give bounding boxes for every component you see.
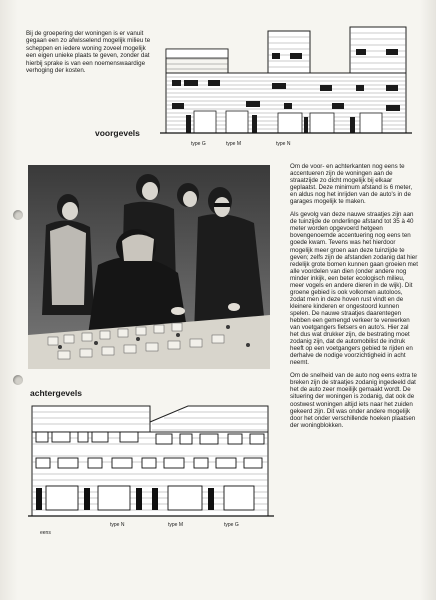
- front-elevation-heading: voorgevels: [95, 128, 140, 138]
- punch-hole: [13, 375, 23, 385]
- front-label-type-n: type N: [276, 141, 291, 147]
- paragraph: Als gevolg van deze nauwe straatjes zijn aan de tuinzijde de onderlinge afstand tot 35 à 40 meter worden opgevoerd hetgeen bovengenoemde accentuering nog eens ten goede kwam. Tevens was het hierdoor mogelijk meer groen aan deze tuinzijde te geven; zelfs zijn de afstanden zodanig dat hier redelijk grote bomen kunnen gaan groeien met alle voordelen van dien (onder andere nog minder inkijk, een beter ecologisch milieu, meer vogels en andere dieren in de wijk). Dit groene gebied is ook volkomen autoloos, zodat men in deze hoven rust vindt en de kleinere kinderen er ongestoord kunnen spelen. De nauwe straatjes daarentegen hebben een gemengd verkeer te verwerken van voetgangers fietsers en auto's. Hier zal het dus wat drukker zijn, de bestrating moet zodanig zijn, dat de automobilist de indruk heeft op een voetgangers gebied te rijden en derhalve de nodige voorzichtigheid in acht neemt.: [290, 211, 418, 367]
- body-text-column: [290, 163, 418, 435]
- rear-label-type-m: type M: [168, 522, 184, 528]
- front-label-type-m: type M: [226, 141, 242, 147]
- paragraph: Om de voor- en achterkanten nog eens te accentueren zijn de woningen aan de straatzijde zo dicht mogelijk bij elkaar geplaatst. Deze minimum afstand is 6 meter, en aldus nog het inrijden van de auto's in de garages mogelijk te maken.: [290, 163, 413, 206]
- intro-paragraph: Bij de groepering der woningen is er vanuit gegaan een zo afwisselend mogelijk milieu te scheppen en iedere woning zoveel mogelijk een eigen unieke plaats te geven, zonder dat hierbij sprake is van een noemenswaardige verhoging der kosten.: [26, 30, 151, 75]
- photo-people-around-model: [28, 165, 270, 369]
- paragraph: Om de snelheid van de auto nog eens extra te breken zijn de straatjes zodanig ingedeeld dat het de auto zeer moeilijk gemaakt wordt. De situering der woningen is zodanig, dat ook de oostwest woningen altijd iets naar het zuiden gekeerd zijn. Dit was onder andere mogelijk door het onder verschillende hoeken plaatsen der woningblokken.: [290, 372, 417, 429]
- front-label-type-g: type G: [191, 141, 206, 147]
- rear-elevation-drawing: [28, 402, 274, 520]
- rear-hoek-label: eens: [40, 530, 51, 536]
- photo-image: [28, 165, 270, 369]
- rear-label-type-g: type G: [224, 522, 239, 528]
- rear-label-type-n: type N: [110, 522, 125, 528]
- rear-elevation-heading: achtergevels: [30, 388, 82, 398]
- front-elevation-drawing: [160, 25, 412, 140]
- punch-hole: [13, 210, 23, 220]
